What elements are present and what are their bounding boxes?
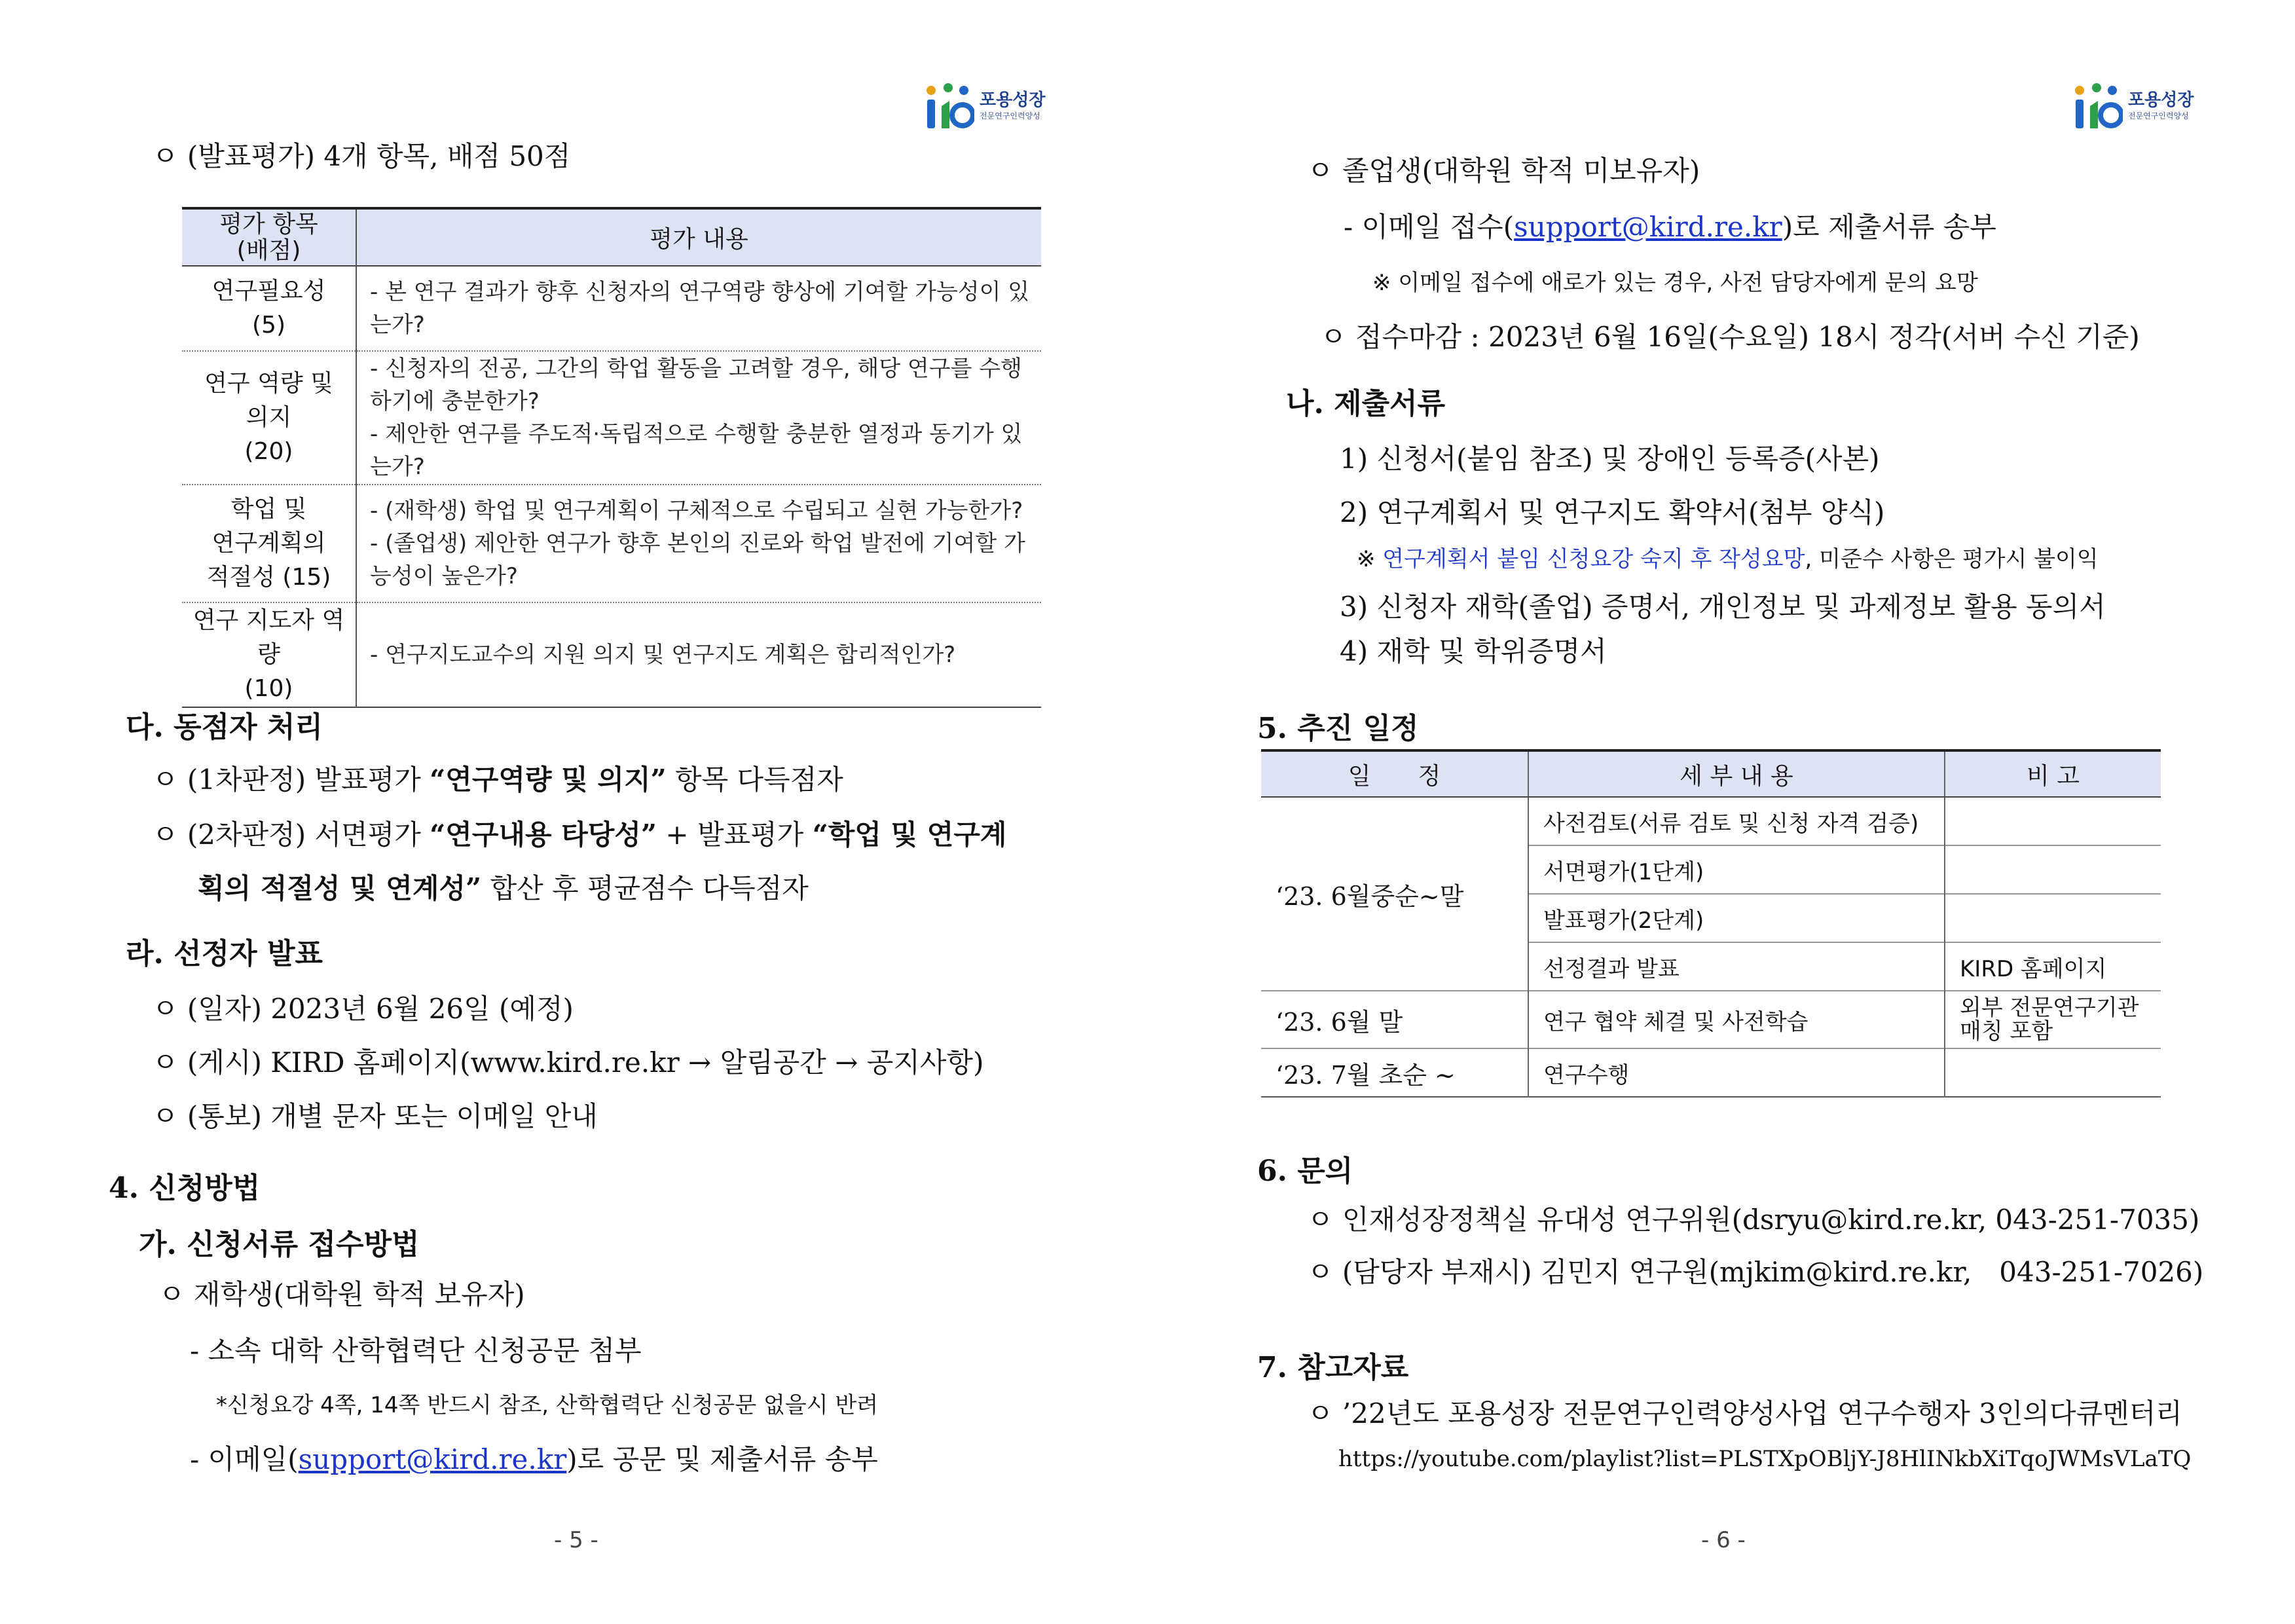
- reference-1: ㅇ ’22년도 포용성장 전문연구인력양성사업 연구수행자 3인의다큐멘터리: [1307, 1397, 2182, 1430]
- evaluation-table: [182, 207, 1041, 708]
- table-row: 연구 지도자 역량 (10) - 연구지도교수의 지원 의지 및 연구지도 계획은 합리적인가?: [182, 602, 1041, 707]
- table-row: 연구 역량 및 의지 (20) - 신청자의 전공, 그간의 학업 활동을 고려할 경우, 해당 연구를 수행하기에 충분한가? - 제안한 연구를 주도적·독립적으로 수행할 충분한 열정과 동기가 있는가?: [182, 351, 1041, 485]
- doc-4: 4) 재학 및 학위증명서: [1340, 635, 1607, 667]
- grad-heading: ㅇ 졸업생(대학원 학적 미보유자): [1307, 155, 1700, 187]
- schedule-title: 5. 추진 일정: [1257, 712, 1419, 745]
- enrolled-note: *신청요강 4쪽, 14쪽 반드시 참조, 산학협력단 신청공문 없을시 반려: [216, 1392, 879, 1418]
- logo-sub: 전문연구인력양성: [2128, 111, 2189, 120]
- docs-title: 나. 제출서류: [1286, 387, 1446, 420]
- grad-item-1: - 이메일 접수(support@kird.re.kr)로 제출서류 송부: [1344, 211, 1996, 243]
- table-row: ‘23. 6월 말 연구 협약 체결 및 사전학습 외부 전문연구기관 매칭 포함: [1261, 991, 2161, 1048]
- email-link[interactable]: support@kird.re.kr: [298, 1443, 567, 1475]
- schedule-header-detail: 세 부 내 용: [1528, 750, 1945, 797]
- announce-notify: ㅇ (통보) 개별 문자 또는 이메일 안내: [152, 1100, 598, 1132]
- announce-post: ㅇ (게시) KIRD 홈페이지(www.kird.re.kr → 알림공간 → 공지사항): [152, 1046, 984, 1079]
- eval-intro: ㅇ (발표평가) 4개 항목, 배점 50점: [152, 140, 571, 172]
- announce-date: ㅇ (일자) 2023년 6월 26일 (예정): [152, 993, 574, 1025]
- logo-left: [922, 83, 1059, 141]
- eval-header-item: 평가 항목 (배점): [182, 208, 356, 266]
- doc-3: 3) 신청자 재학(졸업) 증명서, 개인정보 및 과제정보 활용 동의서: [1340, 591, 2106, 623]
- table-row: 연구필요성 (5) - 본 연구 결과가 향후 신청자의 연구역량 향상에 기여할 가능성이 있는가?: [182, 266, 1041, 351]
- apply-title: 4. 신청방법: [109, 1172, 261, 1205]
- table-row: ‘23. 6월중순~말 사전검토(서류 검토 및 신청 자격 검증): [1261, 797, 2161, 845]
- deadline: ㅇ 접수마감 : 2023년 6월 16일(수요일) 18시 정각(서버 수신 기준): [1320, 321, 2140, 353]
- contact-title: 6. 문의: [1257, 1154, 1353, 1188]
- eval-header-content: 평가 내용: [356, 208, 1041, 266]
- tie-title: 다. 동점자 처리: [126, 710, 323, 744]
- enrolled-item-1: - 소속 대학 산학협력단 신청공문 첨부: [190, 1335, 642, 1367]
- reference-title: 7. 참고자료: [1257, 1351, 1409, 1384]
- table-row: 선정결과 발표 KIRD 홈페이지: [1261, 942, 2161, 991]
- tie-rule-2-cont: 획의 적절성 및 연계성” 합산 후 평균점수 다득점자: [198, 872, 809, 904]
- page-number-right: - 6 -: [1701, 1527, 1746, 1553]
- page-number-left: - 5 -: [554, 1527, 598, 1553]
- enrolled-item-2: - 이메일(support@kird.re.kr)로 공문 및 제출서류 송부: [190, 1443, 878, 1475]
- announce-title: 라. 선정자 발표: [126, 937, 323, 970]
- table-row: 학업 및 연구계획의 적절성 (15) - (재학생) 학업 및 연구계획이 구체적으로 수립되고 실현 가능한가? - (졸업생) 제안한 연구가 향후 본인의 진로와 학업 발전에 기여할 가능성이 높은가?: [182, 485, 1041, 602]
- logo-sub: 전문연구인력양성: [980, 111, 1040, 120]
- doc-2: 2) 연구계획서 및 연구지도 확약서(첨부 양식): [1340, 496, 1885, 528]
- doc-1: 1) 신청서(붙임 참조) 및 장애인 등록증(사본): [1340, 443, 1880, 475]
- tie-rule-1: ㅇ (1차판정) 발표평가 “연구역량 및 의지” 항목 다득점자: [152, 764, 843, 796]
- reference-url[interactable]: https://youtube.com/playlist?list=PLSTXpOBljY-J8HlINkbXiTqoJWMsVLaTQ: [1338, 1446, 2192, 1472]
- schedule-header-date: 일 정: [1261, 750, 1528, 797]
- grad-note: ※ 이메일 접수에 애로가 있는 경우, 사전 담당자에게 문의 요망: [1372, 270, 1978, 296]
- apply-subtitle: 가. 신청서류 접수방법: [139, 1228, 420, 1261]
- logo-name: 포용성장: [980, 90, 1046, 110]
- table-row: 서면평가(1단계): [1261, 845, 2161, 894]
- logo-name: 포용성장: [2128, 90, 2194, 110]
- table-row: ‘23. 7월 초순 ~ 연구수행: [1261, 1048, 2161, 1097]
- doc-note: ※ 연구계획서 붙임 신청요강 숙지 후 작성요망, 미준수 사항은 평가시 불이익: [1357, 546, 2099, 572]
- logo-mark-icon: [922, 83, 974, 135]
- logo-right: [2070, 83, 2208, 141]
- contact-2: ㅇ (담당자 부재시) 김민지 연구원(mjkim@kird.re.kr, 043-251-7026): [1307, 1256, 2204, 1288]
- schedule-table: [1261, 749, 2161, 1098]
- table-row: 발표평가(2단계): [1261, 894, 2161, 942]
- contact-1: ㅇ 인재성장정책실 유대성 연구위원(dsryu@kird.re.kr, 043-251-7035): [1307, 1204, 2200, 1236]
- enrolled-heading: ㅇ 재학생(대학원 학적 보유자): [158, 1278, 525, 1310]
- email-link[interactable]: support@kird.re.kr: [1514, 211, 1782, 243]
- logo-mark-icon: [2070, 83, 2123, 135]
- schedule-header-note: 비 고: [1945, 750, 2161, 797]
- tie-rule-2: ㅇ (2차판정) 서면평가 “연구내용 타당성” + 발표평가 “학업 및 연구계: [152, 819, 1007, 851]
